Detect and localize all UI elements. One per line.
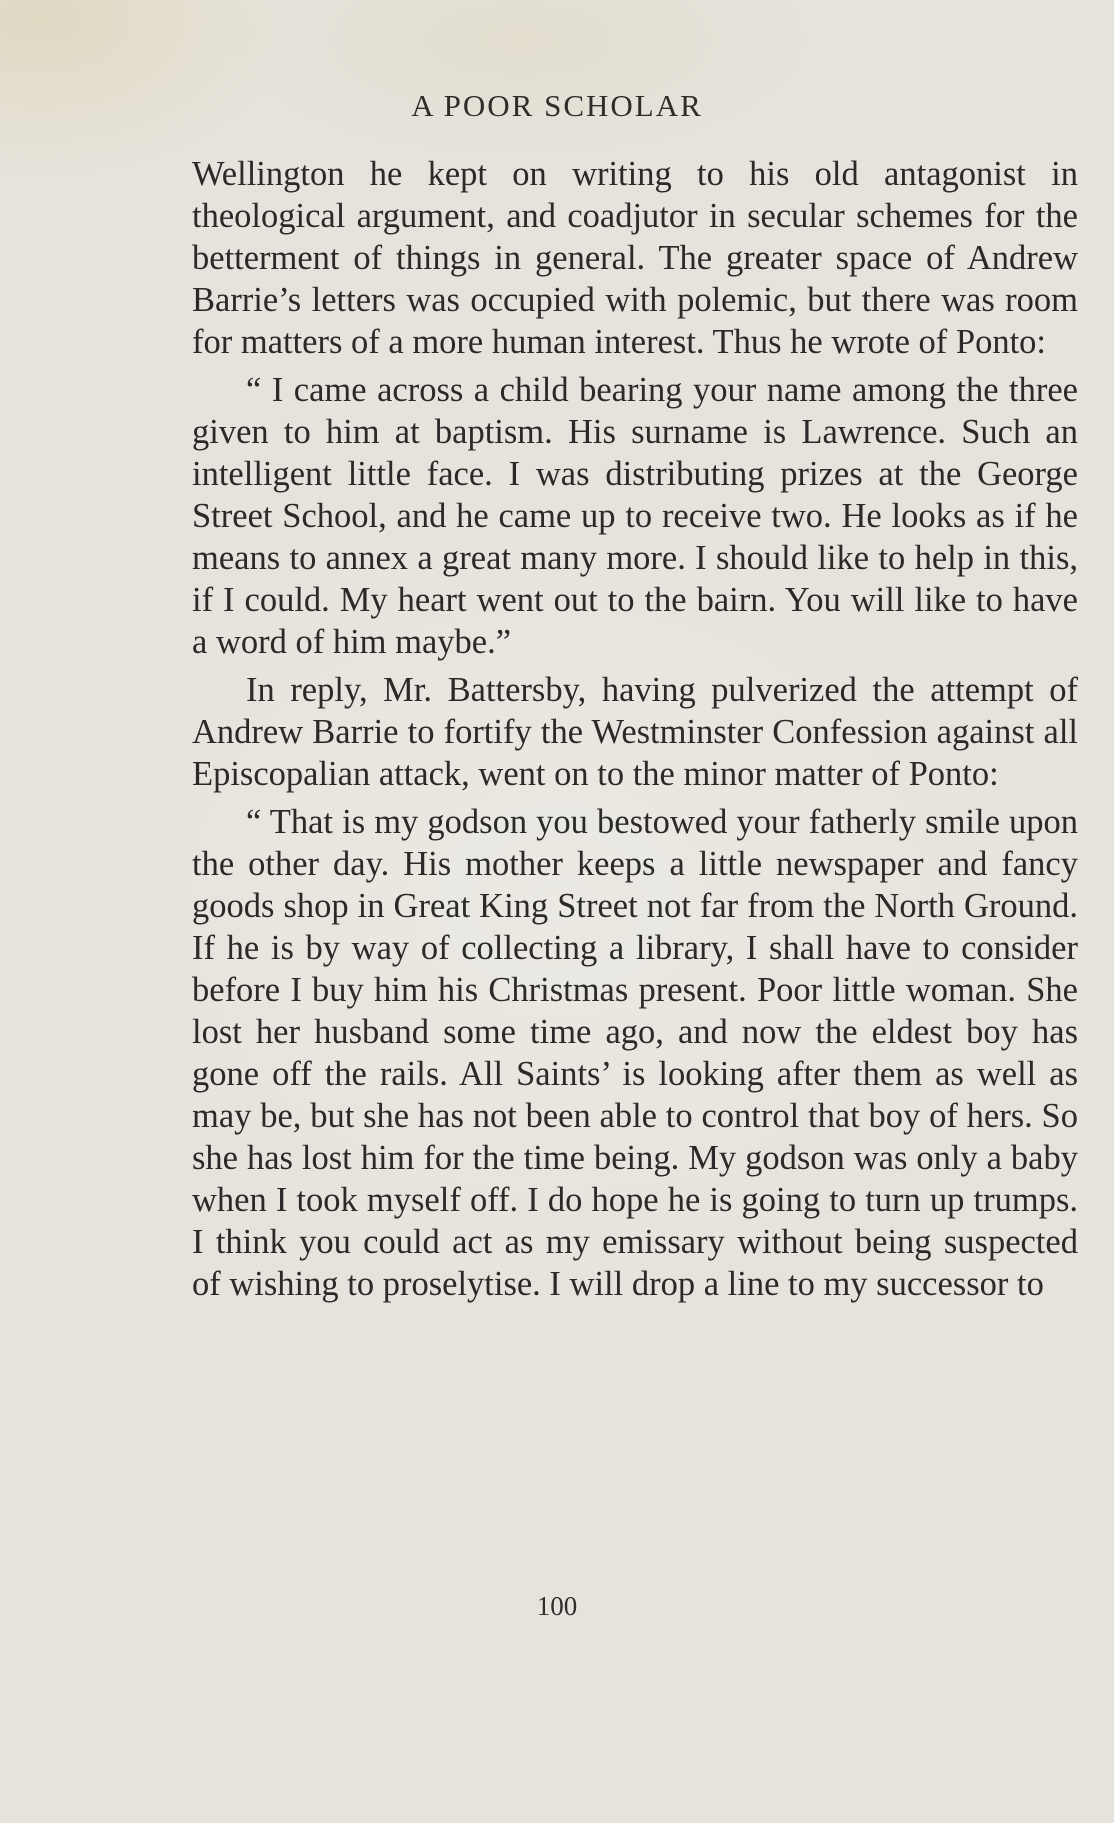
body-text: [192, 153, 1078, 1311]
paragraph-3: In reply, Mr. Battersby, having pulverized the attempt of Andrew Barrie to fortify the Westminster Confession against all Episcopalian attack, went on to the minor matter of Ponto:: [192, 671, 1078, 793]
paragraph-2: “ I came across a child bearing your name among the three given to him at baptism. His surname is Lawrence. Such an intelligent little face. I was distributing prizes at the George Street School, and he came up to receive two. He looks as if he means to annex a great many more. I should like to help in this, if I could. My heart went out to the bairn. You will like to have a word of him maybe.”: [192, 371, 1078, 661]
paragraph-4: “ That is my godson you bestowed your fatherly smile upon the other day. His mother keeps a little newspaper and fancy goods shop in Great King Street not far from the North Ground. If he is by way of collecting a library, I shall have to consider before I buy him his Christmas present. Poor little woman. She lost her husband some time ago, and now the eldest boy has gone off the rails. All Saints’ is looking after them as well as may be, but she has not been able to control that boy of hers. So she has lost him for the time being. My godson was only a baby when I took myself off. I do hope he is going to turn up trumps. I think you could act as my emissary without being suspected of wishing to proselytise. I will drop a line to my successor to: [192, 803, 1078, 1303]
paragraph-1: Wellington he kept on writing to his old antagonist in theological argument, and coadjutor in secular schemes for the betterment of things in general. The greater space of Andrew Barrie’s letters was occupied with polemic, but there was room for matters of a more human interest. Thus he wrote of Ponto:: [192, 155, 1078, 361]
running-head: A POOR SCHOLAR: [411, 88, 703, 123]
page-number: 100: [536, 1591, 578, 1621]
